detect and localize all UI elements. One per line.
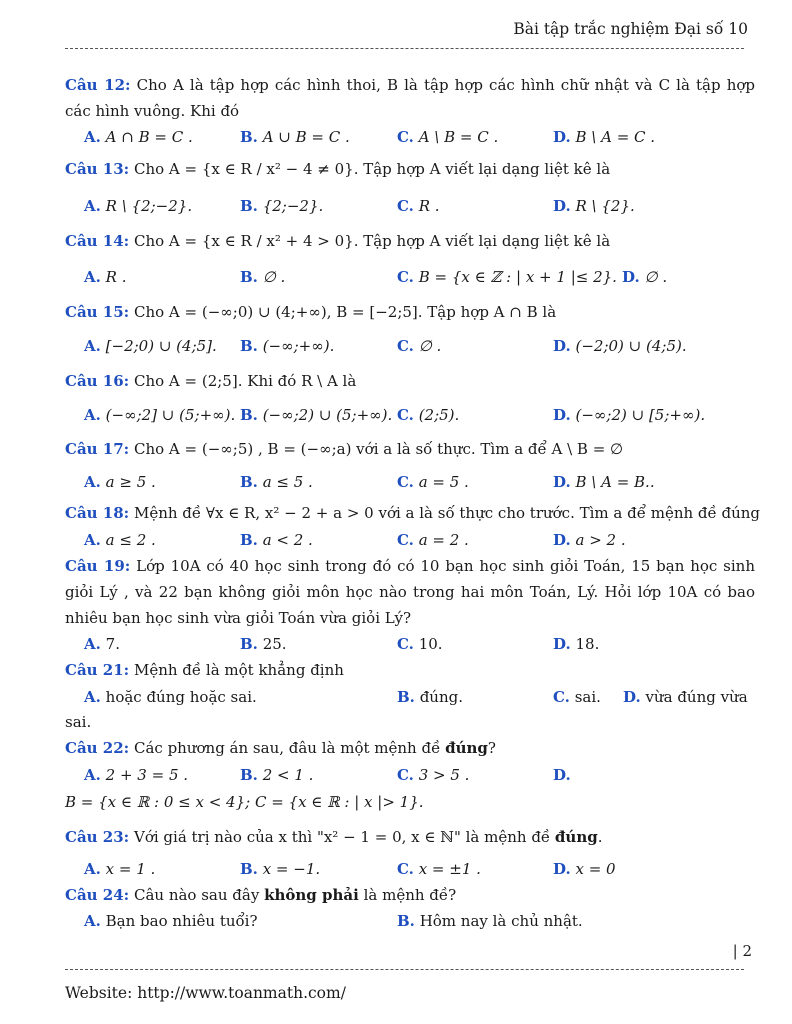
options-12 — [84, 125, 774, 149]
option-b: B. 2 < 1 . — [240, 766, 314, 784]
question-label: Câu 12: — [65, 76, 131, 94]
option-d: D. (−2;0) ∪ (4;5). — [553, 337, 687, 355]
question-text: Mệnh đề là một khẳng định — [133, 661, 344, 679]
question-text: Cho A là tập hợp các hình thoi, B là tập hợp các hình chữ nhật và C là tập hợp các hình vuông. Khi đó — [65, 76, 755, 120]
option-c: C. ∅ . — [397, 337, 442, 355]
option-d: D. vừa đúng vừa — [623, 688, 748, 706]
option-b: B. (−∞;+∞). — [240, 337, 335, 355]
option-a: A. a ≤ 2 . — [84, 531, 156, 549]
option-c: C. sai. — [553, 688, 601, 706]
option-b: B. a ≤ 5 . — [240, 473, 313, 491]
question-label: Câu 15: — [65, 303, 130, 321]
option-d: D. B \ A = C . — [553, 128, 656, 146]
option-c: C. a = 5 . — [397, 473, 469, 491]
options-18 — [84, 528, 774, 552]
option-d: D. (−∞;2) ∪ [5;+∞). — [553, 406, 706, 424]
option-b: B. a < 2 . — [240, 531, 313, 549]
option-a: A. x = 1 . — [84, 860, 156, 878]
question-18 — [65, 500, 761, 526]
options-24 — [84, 909, 774, 933]
question-21 — [65, 657, 755, 683]
option-d: D. a > 2 . — [553, 531, 626, 549]
question-text: Cho A = (−∞;0) ∪ (4;+∞), B = [−2;5]. Tập hợp A ∩ B là — [133, 303, 557, 321]
question-text: Lớp 10A có 40 học sinh trong đó có 10 bạn học sinh giỏi Toán, 15 bạn học sinh giỏi Lý , và 22 bạn không giỏi môn học nào trong hai môn Toán, Lý. Hỏi lớp 10A có bao nhiêu bạn học sinh vừa giỏi Toán vừa giỏi Lý? — [65, 557, 755, 627]
option-d: D. 18. — [553, 635, 600, 653]
option-c: C. (2;5). — [397, 406, 460, 424]
question-24 — [65, 882, 755, 908]
option-continuation: sai. — [65, 713, 92, 731]
option-a: A. [−2;0) ∪ (4;5]. — [84, 337, 217, 355]
option-b: B. (−∞;2) ∪ (5;+∞). — [240, 406, 393, 424]
question-label: Câu 21: — [65, 661, 130, 679]
options-19 — [84, 632, 774, 656]
question-label: Câu 23: — [65, 828, 130, 846]
option-a: A. 2 + 3 = 5 . — [84, 766, 189, 784]
option-a: A. hoặc đúng hoặc sai. — [84, 688, 257, 706]
question-label: Câu 17: — [65, 440, 130, 458]
options-22 — [84, 763, 774, 787]
question-text: Mệnh đề ∀x ∈ R, x² − 2 + a > 0 với a là số thực cho trước. Tìm a để mệnh đề đúng — [133, 504, 761, 522]
option-b: B. ∅ . — [240, 268, 286, 286]
options-23 — [84, 857, 774, 881]
question-label: Câu 19: — [65, 557, 131, 575]
option-d: D. ∅ . — [622, 268, 668, 286]
question-label: Câu 22: — [65, 739, 130, 757]
option-d: D. B \ A = B.. — [553, 473, 655, 491]
question-text: Các phương án sau, đâu là một mệnh đề đúng? — [133, 739, 496, 757]
question-text: Cho A = (2;5]. Khi đó R \ A là — [133, 372, 357, 390]
page-header-title: Bài tập trắc nghiệm Đại số 10 — [513, 20, 748, 38]
question-label: Câu 16: — [65, 372, 130, 390]
question-13 — [65, 156, 755, 182]
question-16 — [65, 368, 755, 394]
question-text: Cho A = {x ∈ R / x² − 4 ≠ 0}. Tập hợp A viết lại dạng liệt kê là — [133, 160, 611, 178]
question-text: Câu nào sau đây không phải là mệnh đề? — [133, 886, 457, 904]
option-c: C. R . — [397, 197, 440, 215]
option-continuation: B = {x ∈ ℝ : 0 ≤ x < 4}; C = {x ∈ ℝ : | x |> 1}. — [65, 793, 424, 811]
question-text: Cho A = {x ∈ R / x² + 4 > 0}. Tập hợp A viết lại dạng liệt kê là — [133, 232, 611, 250]
options-17 — [84, 470, 774, 494]
option-c: C. 3 > 5 . — [397, 766, 470, 784]
footer-website: Website: http://www.toanmath.com/ — [65, 984, 346, 1002]
options-15 — [84, 334, 774, 358]
option-b: B. x = −1. — [240, 860, 321, 878]
option-c: C. A \ B = C . — [397, 128, 499, 146]
question-label: Câu 18: — [65, 504, 130, 522]
question-19 — [65, 553, 755, 631]
question-15 — [65, 299, 755, 325]
options-14 — [84, 265, 774, 289]
option-b: B. đúng. — [397, 688, 463, 706]
option-a: A. 7. — [84, 635, 120, 653]
option-b: B. 25. — [240, 635, 287, 653]
question-22 — [65, 735, 755, 761]
option-a: A. Bạn bao nhiêu tuổi? — [84, 912, 258, 930]
options-21 — [84, 685, 774, 709]
question-23 — [65, 824, 755, 850]
question-17 — [65, 436, 755, 462]
option-d: D. x = 0 — [553, 860, 616, 878]
option-d: D. — [553, 766, 571, 784]
option-a: A. a ≥ 5 . — [84, 473, 156, 491]
question-text: Với giá trị nào của x thì "x² − 1 = 0, x ∈ ℕ" là mệnh đề đúng. — [133, 828, 603, 846]
question-label: Câu 14: — [65, 232, 130, 250]
options-16 — [84, 403, 774, 427]
option-d: D. R \ {2}. — [553, 197, 635, 215]
option-a: A. R . — [84, 268, 127, 286]
option-b: B. A ∪ B = C . — [240, 128, 350, 146]
option-c: C. a = 2 . — [397, 531, 469, 549]
question-12 — [65, 72, 755, 124]
option-b: B. {2;−2}. — [240, 197, 324, 215]
option-a: A. A ∩ B = C . — [84, 128, 193, 146]
option-a: A. R \ {2;−2}. — [84, 197, 193, 215]
option-c: C. x = ±1 . — [397, 860, 481, 878]
options-13 — [84, 194, 774, 218]
question-14 — [65, 228, 755, 254]
footer-divider — [65, 969, 744, 970]
question-label: Câu 13: — [65, 160, 130, 178]
header-divider — [65, 48, 744, 49]
option-a: A. (−∞;2] ∪ (5;+∞). — [84, 406, 236, 424]
option-c: C. 10. — [397, 635, 443, 653]
option-c: C. B = {x ∈ ℤ : | x + 1 |≤ 2}. — [397, 268, 617, 286]
question-text: Cho A = (−∞;5) , B = (−∞;a) với a là số thực. Tìm a để A \ B = ∅ — [133, 440, 624, 458]
question-label: Câu 24: — [65, 886, 130, 904]
page-number: | 2 — [732, 942, 752, 960]
option-b: B. Hôm nay là chủ nhật. — [397, 912, 583, 930]
